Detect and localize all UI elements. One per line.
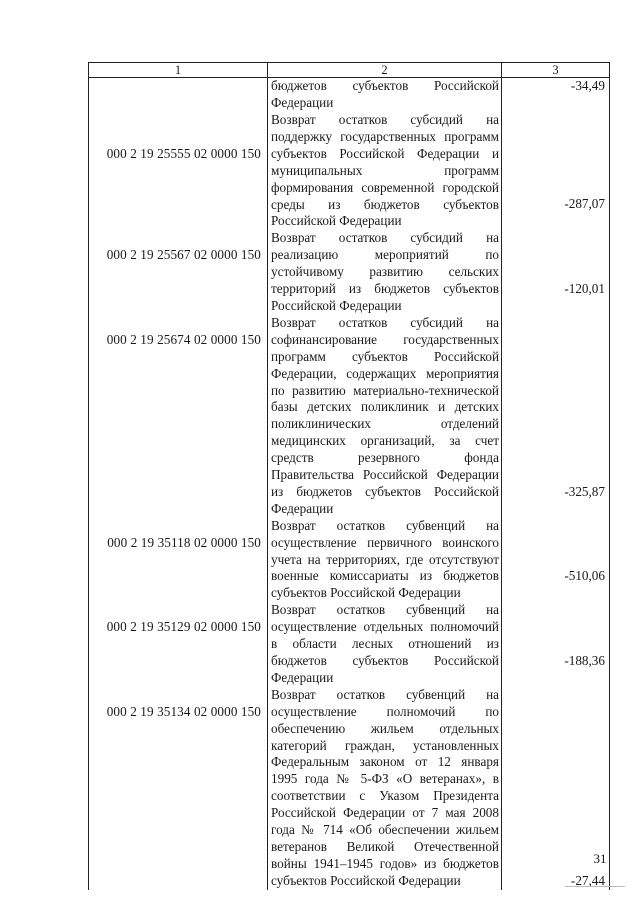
row-amount: -188,36 bbox=[502, 602, 610, 687]
row-description: Возврат остатков субсидий на поддержку государственных программ субъектов Российской Федерации и муниципальных программ формирования современной городской среды из бюджетов субъектов Российской Федерации bbox=[268, 112, 502, 230]
column-header-description: 2 bbox=[268, 63, 502, 78]
row-amount: -120,01 bbox=[502, 230, 610, 315]
row-description: Возврат остатков субсидий на софинансирование государственных программ субъектов Российской Федерации, содержащих мероприятия по развитию материально-технической базы детских поликлиник и детских поликлинических отделений медицинских организаций, за счет средств резервного фонда Правительства Российской Федерации из бюджетов субъектов Российской Федерации bbox=[268, 315, 502, 518]
budget-table bbox=[88, 62, 610, 890]
row-amount: -27,44 bbox=[502, 687, 610, 890]
table-row bbox=[89, 687, 610, 890]
row-description: бюджетов субъектов Российской Федерации bbox=[268, 78, 502, 113]
row-code: 000 2 19 25567 02 0000 150 bbox=[89, 230, 268, 315]
row-description: Возврат остатков субсидий на реализацию мероприятий по устойчивому развитию сельских территорий из бюджетов субъектов Российской Федерации bbox=[268, 230, 502, 315]
row-description: Возврат остатков субвенций на осуществление полномочий по обеспечению жильем отдельных категорий граждан, установленных Федеральным законом от 12 января 1995 года № 5-ФЗ «О ветеранах», в соответствии с Указом Президента Российской Федерации от 7 мая 2008 года № 714 «Об обеспечении жильем ветеранов Великой Отечественной войны 1941–1945 годов» из бюджетов субъектов Российской Федерации bbox=[268, 687, 502, 890]
table-row bbox=[89, 112, 610, 230]
table-row bbox=[89, 230, 610, 315]
column-header-code: 1 bbox=[89, 63, 268, 78]
row-description: Возврат остатков субвенций на осуществление отдельных полномочий в области лесных отношений из бюджетов субъектов Российской Федерации bbox=[268, 602, 502, 687]
row-code: 000 2 19 35118 02 0000 150 bbox=[89, 518, 268, 603]
row-code: 000 2 19 25555 02 0000 150 bbox=[89, 112, 268, 230]
table-header-row bbox=[89, 63, 610, 78]
table-row bbox=[89, 518, 610, 603]
row-code: 000 2 19 25674 02 0000 150 bbox=[89, 315, 268, 518]
row-code: 000 2 19 35134 02 0000 150 bbox=[89, 687, 268, 890]
row-amount: -34,49 bbox=[502, 78, 610, 113]
page-number: 31 bbox=[593, 851, 607, 866]
table-row bbox=[89, 78, 610, 113]
table-row bbox=[89, 315, 610, 518]
row-code bbox=[89, 78, 268, 113]
table-row bbox=[89, 602, 610, 687]
row-amount: -510,06 bbox=[502, 518, 610, 603]
row-description: Возврат остатков субвенций на осуществление первичного воинского учета на территориях, где отсутствуют военные комиссариаты из бюджетов субъектов Российской Федерации bbox=[268, 518, 502, 603]
footer-divider bbox=[565, 886, 625, 887]
column-header-amount: 3 bbox=[502, 63, 610, 78]
row-amount: -325,87 bbox=[502, 315, 610, 518]
row-code: 000 2 19 35129 02 0000 150 bbox=[89, 602, 268, 687]
row-amount: -287,07 bbox=[502, 112, 610, 230]
